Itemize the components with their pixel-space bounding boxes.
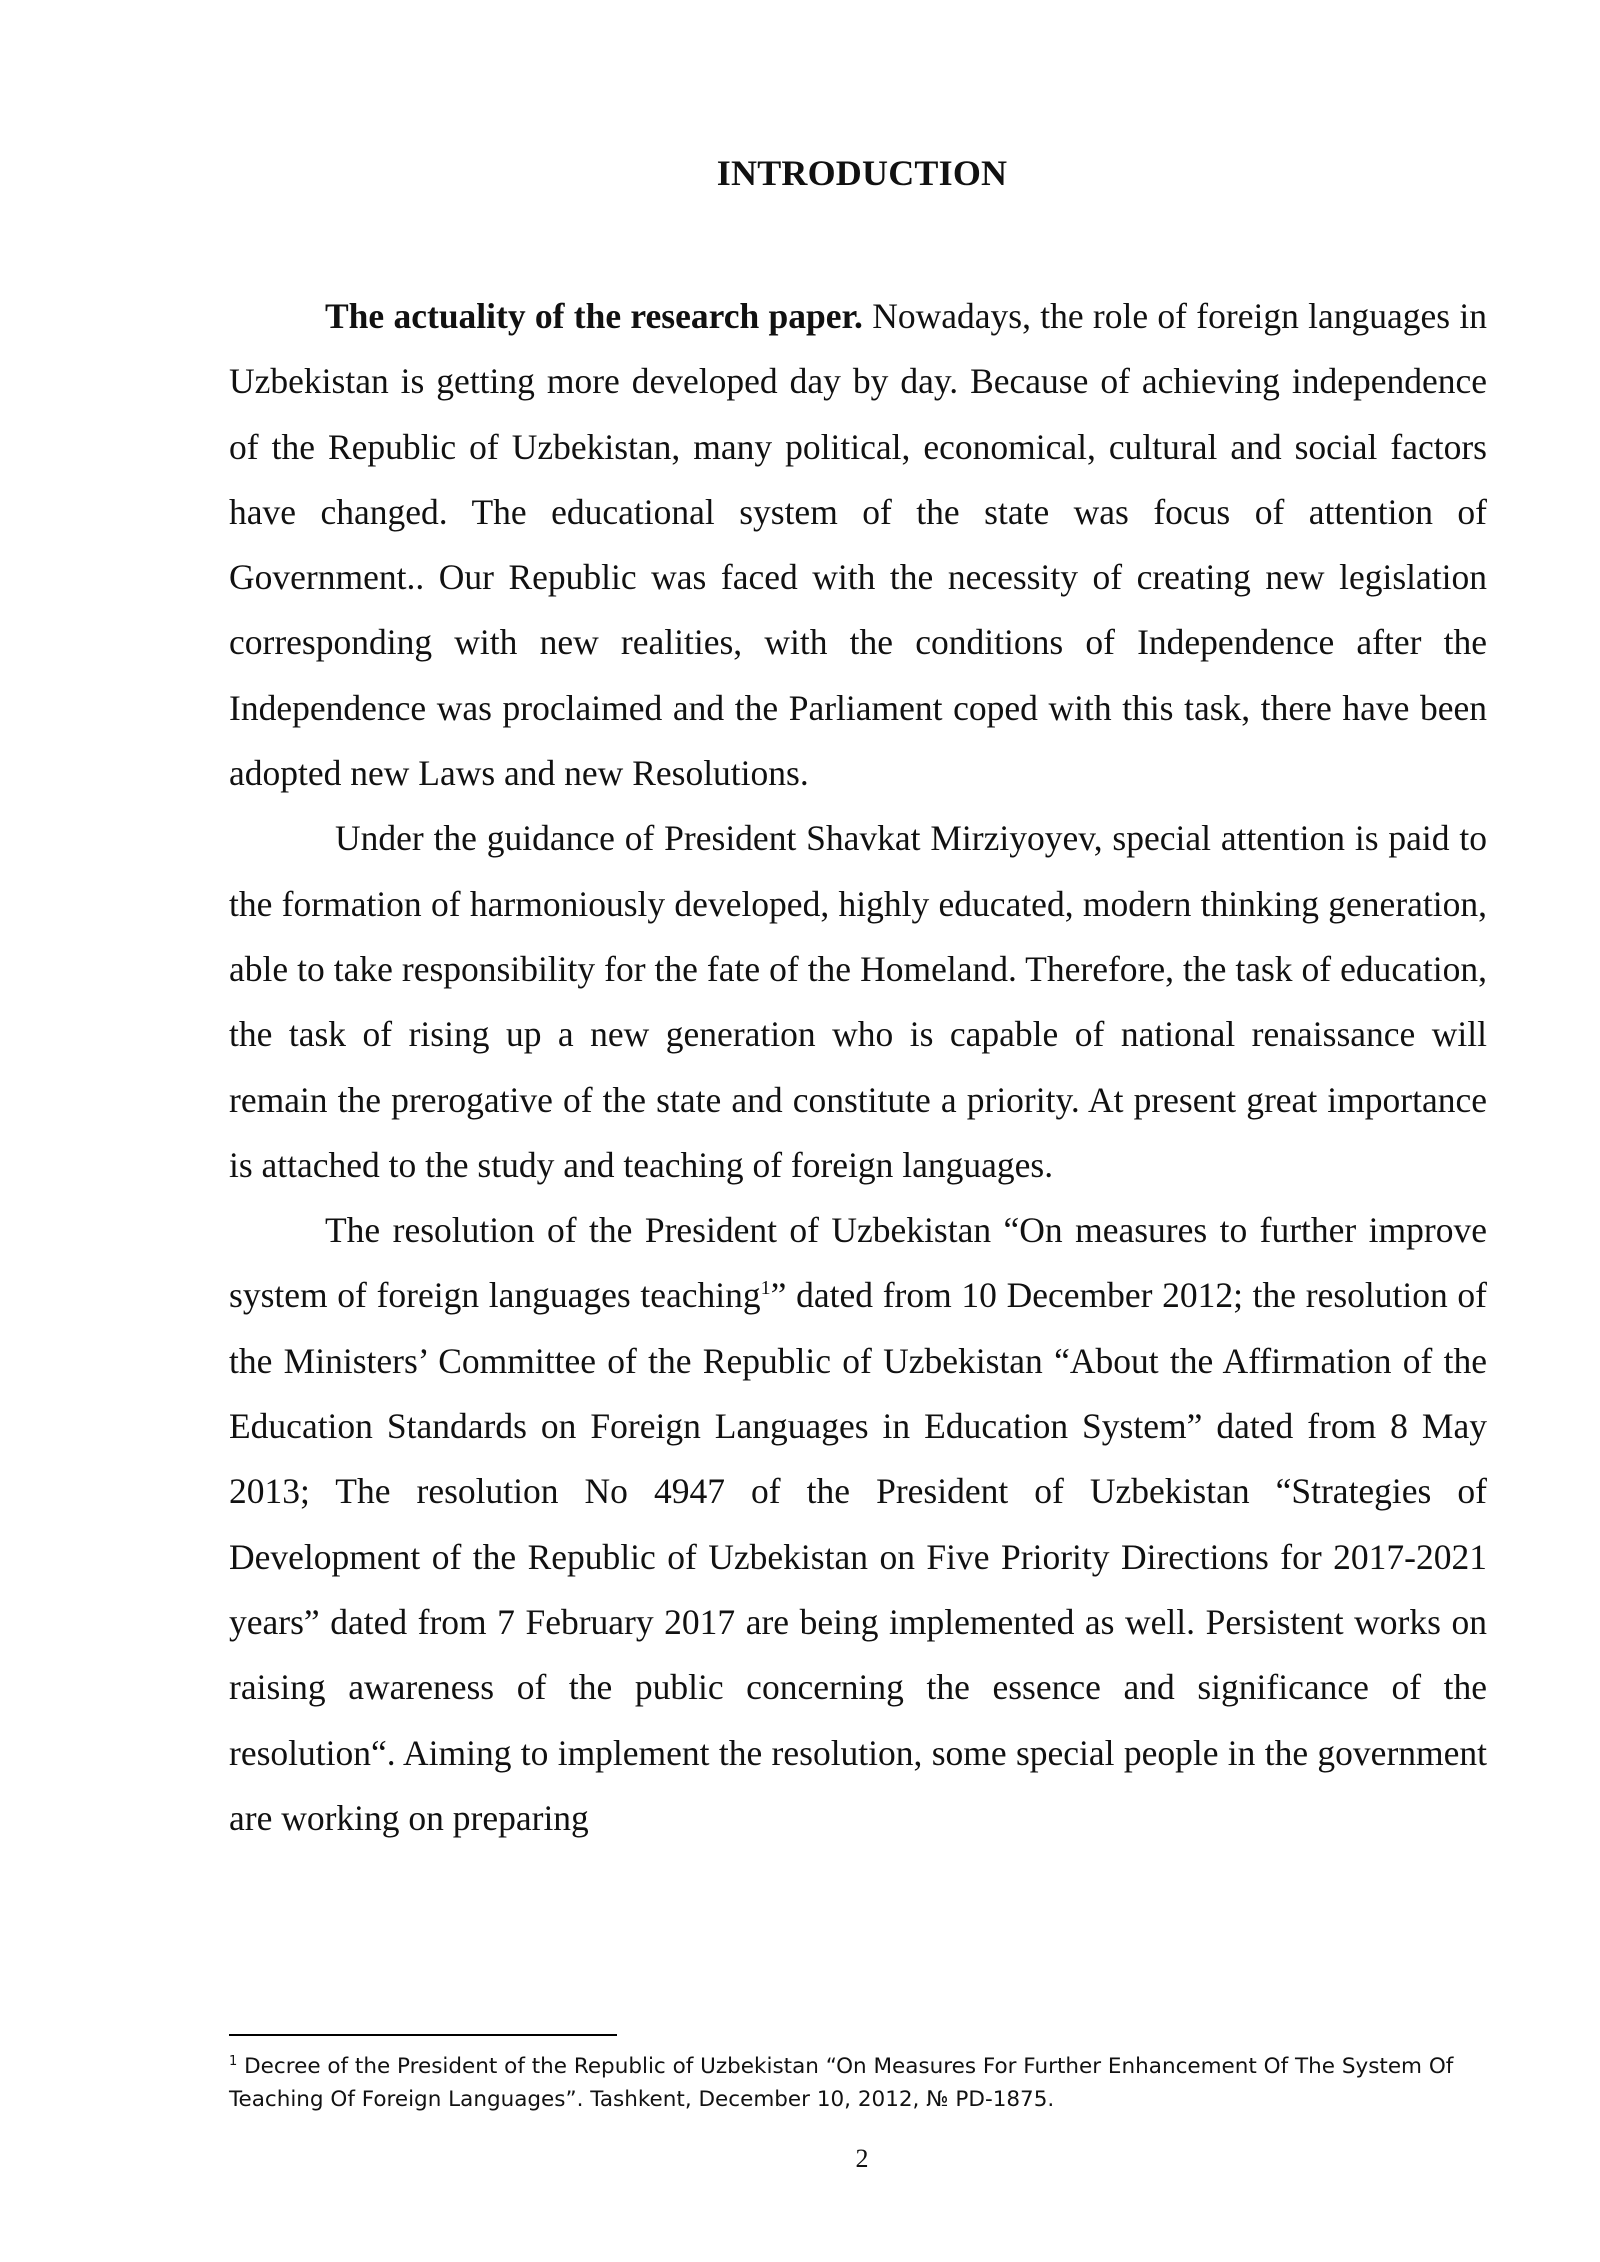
paragraph-actuality-text: Nowadays, the role of foreign languages in Uzbekistan is getting more developed day by day. Because of achieving independence of the Republic of Uzbekistan, many political, economical, cultural and social factors have changed. The educational system of the state was focus of attention of Government.. Our Republic was faced with the necessity of creating new legislation corresponding with new realities, with the conditions of Independence after the Independence was proclaimed and the Parliament coped with this task, there have been adopted new Laws and new Resolutions. [229,296,1487,794]
footnote-reference[interactable]: 1 [760,1277,771,1300]
body-text [229,284,1487,1851]
paragraph-resolutions-text-before: The resolution of the President of Uzbekistan “On measures to further improve system of foreign languages teaching [229,1210,1487,1316]
paragraph-guidance-text: Under the guidance of President Shavkat Mirziyoyev, special attention is paid to the formation of harmoniously developed, highly educated, modern thinking generation, able to take responsibility for the fate of the Homeland. Therefore, the task of education, the task of rising up a new generation who is capable of national renaissance will remain the prerogative of the state and constitute a priority. At present great importance is attached to the study and teaching of foreign languages. [229,818,1487,1185]
footnote [229,2050,1499,2116]
footnote-separator [229,2034,617,2036]
paragraph-lead-heading: The actuality of the research paper. [325,296,863,336]
footnote-text: Decree of the President of the Republic of Uzbekistan “On Measures For Further Enhancement Of The System Of Teaching Of Foreign Languages”. Tashkent, December 10, 2012, № PD-1875. [229,2054,1454,2112]
page-title: INTRODUCTION [716,153,1008,193]
paragraph-resolutions-text-after: ” dated from 10 December 2012; the resolution of the Ministers’ Committee of the Republic of Uzbekistan “About the Affirmation of the Education Standards on Foreign Languages in Education System” dated from 8 May 2013; The resolution No 4947 of the President of Uzbekistan “Strategies of Development of the Republic of Uzbekistan on Five Priority Directions for 2017-2021 years” dated from 7 February 2017 are being implemented as well. Persistent works on raising awareness of the public concerning the essence and significance of the resolution“. Aiming to implement the resolution, some special people in the government are working on preparing [229,1275,1487,1838]
footnote-marker: 1 [229,2053,238,2069]
page-number: 2 [855,2144,869,2173]
paragraph-resolutions [229,1198,1487,1851]
paragraph-guidance [229,806,1487,1198]
paragraph-actuality [229,284,1487,806]
